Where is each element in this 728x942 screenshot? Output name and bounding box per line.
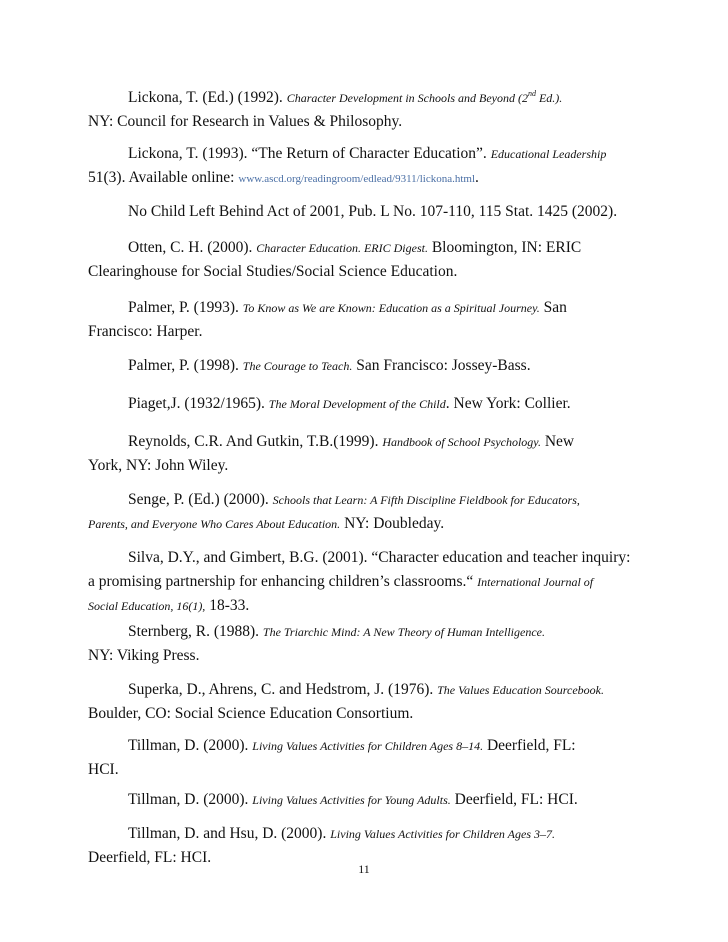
reference-senge: Senge, P. (Ed.) (2000). Schools that Learn: A Fifth Discipline Fieldbook for Educators, Parents, and Everyone Who Cares About Education. NY: Doubleday. <box>88 491 580 532</box>
reference-lickona-1992: Lickona, T. (Ed.) (1992). Character Development in Schools and Beyond (2nd Ed.). NY: Council for Research in Values & Philosophy. <box>88 89 563 130</box>
reference-tillman-young-adults: Tillman, D. (2000). Living Values Activities for Young Adults. Deerfield, FL: HCI. <box>128 791 578 808</box>
reference-otten: Otten, C. H. (2000). Character Education. ERIC Digest. Bloomington, IN: ERIC Clearinghouse for Social Studies/Social Science Education. <box>88 239 582 280</box>
reference-superka: Superka, D., Ahrens, C. and Hedstrom, J. (1976). The Values Education Sourcebook. Boulder, CO: Social Science Education Consortium. <box>88 681 604 722</box>
lickona-url-link[interactable]: www.ascd.org/readingroom/edlead/9311/lickona.html <box>238 173 476 185</box>
reference-palmer-1998: Palmer, P. (1998). The Courage to Teach. San Francisco: Jossey-Bass. <box>128 357 531 374</box>
reference-tillman-children-3-7: Tillman, D. and Hsu, D. (2000). Living Values Activities for Children Ages 3–7. Deerfield, FL: HCI. <box>88 825 555 866</box>
reference-sternberg: Sternberg, R. (1988). The Triarchic Mind: A New Theory of Human Intelligence. NY: Viking Press. <box>88 623 545 664</box>
reference-silva: Silva, D.Y., and Gimbert, B.G. (2001). “Character education and teacher inquiry: a promising partnership for enhancing children’s classrooms.“ International Journal of Social Education, 16(1), 18-33. <box>88 549 631 614</box>
reference-tillman-children-8-14: Tillman, D. (2000). Living Values Activities for Children Ages 8–14. Deerfield, FL: HCI. <box>88 737 576 778</box>
reference-lickona-1993: Lickona, T. (1993). “The Return of Character Education”. Educational Leadership 51(3). Available online: www.ascd.org/readingroom/edlead/9311/lickona.html. <box>88 145 607 186</box>
reference-reynolds: Reynolds, C.R. And Gutkin, T.B.(1999). Handbook of School Psychology. New York, NY: John Wiley. <box>88 433 575 474</box>
reference-palmer-1993: Palmer, P. (1993). To Know as We are Known: Education as a Spiritual Journey. San Francisco: Harper. <box>88 299 567 340</box>
reference-nclb: No Child Left Behind Act of 2001, Pub. L No. 107-110, 115 Stat. 1425 (2002). <box>128 203 618 220</box>
reference-piaget: Piaget,J. (1932/1965). The Moral Development of the Child. New York: Collier. <box>128 395 571 412</box>
page-number: 11 <box>358 862 370 876</box>
